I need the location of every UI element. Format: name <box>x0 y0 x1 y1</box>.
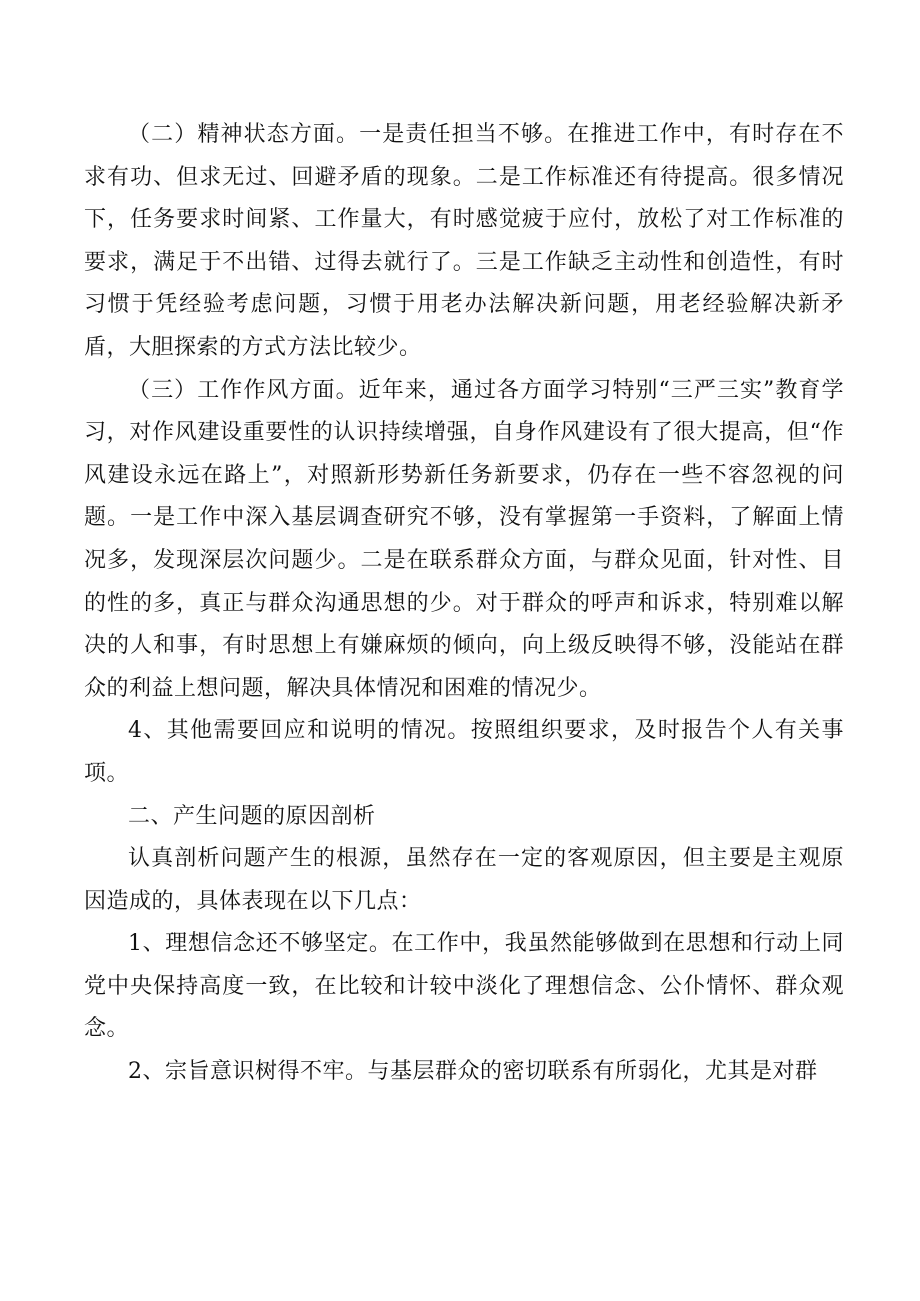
paragraph-purpose-awareness: 2、宗旨意识树得不牢。与基层群众的密切联系有所弱化，尤其是对群 <box>128 1059 818 1085</box>
paragraph-ideals-belief: 1、理想信念还不够坚定。在工作中，我虽然能够做到在思想和行动上同党中央保持高度一致，在比较和计较中淡化了理想信念、公仆情怀、群众观念。 <box>84 931 844 1042</box>
section-heading-cause-analysis: 二、产生问题的原因剖析 <box>128 803 376 829</box>
paragraph-cause-intro: 认真剖析问题产生的根源，虽然存在一定的客观原因，但主要是主观原因造成的，具体表现在以下几点： <box>84 846 844 914</box>
paragraph-other-matters: 4、其他需要回应和说明的情况。按照组织要求，及时报告个人有关事项。 <box>84 718 844 786</box>
document-page <box>84 114 844 1094</box>
paragraph-work-style: （三）工作作风方面。近年来，通过各方面学习特别“三严三实”教育学习，对作风建设重要性的认识持续增强，自身作风建设有了很大提高，但“作风建设永远在路上”，对照新形势新任务新要求，仍存在一些不容忽视的问题。一是工作中深入基层调查研究不够，没有掌握第一手资料，了解面上情况多，发现深层次问题少。二是在联系群众方面，与群众见面，针对性、目的性的多，真正与群众沟通思想的少。对于群众的呼声和诉求，特别难以解决的人和事，有时思想上有嫌麻烦的倾向，向上级反映得不够，没能站在群众的利益上想问题，解决具体情况和困难的情况少。 <box>84 377 844 701</box>
paragraph-spirit-state: （二）精神状态方面。一是责任担当不够。在推进工作中，有时存在不求有功、但求无过、回避矛盾的现象。二是工作标准还有待提高。很多情况下，任务要求时间紧、工作量大，有时感觉疲于应付，放松了对工作标准的要求，满足于不出错、过得去就行了。三是工作缺乏主动性和创造性，有时习惯于凭经验考虑问题，习惯于用老办法解决新问题，用老经验解决新矛盾，大胆探索的方式方法比较少。 <box>84 122 844 360</box>
